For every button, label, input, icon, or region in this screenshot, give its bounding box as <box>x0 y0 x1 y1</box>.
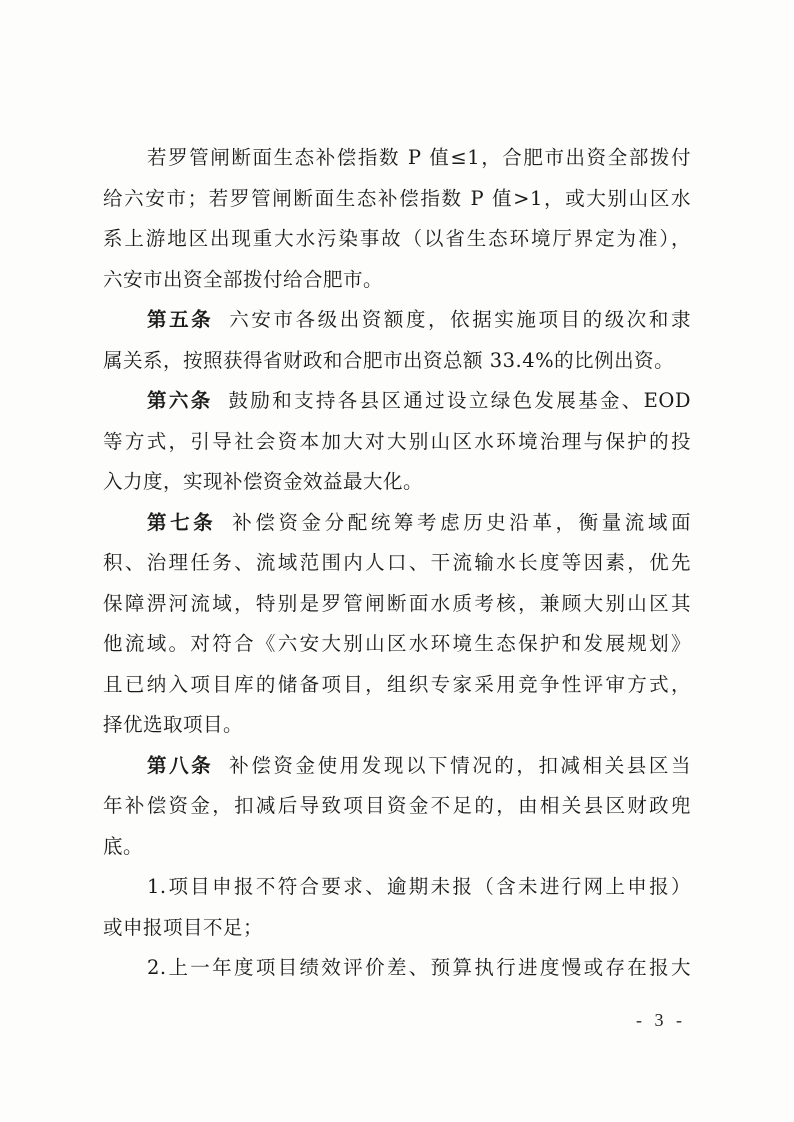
paragraph-p-value <box>103 138 691 300</box>
article-heading: 第五条 <box>147 308 214 331</box>
text-line: 若罗管闸断面生态补偿指数 P 值≤1，合肥市出资全部拨付 <box>147 146 691 169</box>
text-line: 底。 <box>103 834 144 858</box>
text-line <box>103 381 691 422</box>
text-line: 系上游地区出现重大水污染事故（以省生态环境厅界定为准）， <box>103 227 691 250</box>
document-body <box>103 138 691 989</box>
article-text: 补偿资金分配统筹考虑历史沿革，衡量流域面 <box>232 510 691 534</box>
text-line: 且已纳入项目库的储备项目，组织专家采用竞争性评审方式， <box>103 672 691 696</box>
text-line <box>103 746 691 787</box>
paragraph-article-6 <box>103 381 691 503</box>
text-line: 或申报项目不足； <box>103 915 264 939</box>
article-text: 补偿资金使用发现以下情况的，扣减相关县区当 <box>229 753 691 777</box>
paragraph-article-7 <box>103 503 691 746</box>
article-text: 鼓励和支持各县区通过设立绿色发展基金、EOD <box>228 389 691 412</box>
page-number: - 3 - <box>636 1010 686 1030</box>
list-item-2 <box>103 948 691 989</box>
article-heading: 第六条 <box>147 389 213 412</box>
text-line: 择优选取项目。 <box>103 713 244 736</box>
text-line: 1.项目申报不符合要求、逾期未报（含未进行网上申报） <box>147 875 691 898</box>
text-line: 等方式，引导社会资本加大对大别山区水环境治理与保护的投 <box>103 429 691 453</box>
paragraph-article-5 <box>103 300 691 381</box>
article-text: 六安市各级出资额度，依据实施项目的级次和隶 <box>229 308 691 331</box>
text-line: 保障淠河流域，特别是罗管闸断面水质考核，兼顾大别山区其 <box>103 591 691 615</box>
text-line: 2.上一年度项目绩效评价差、预算执行进度慢或存在报大 <box>147 956 691 979</box>
list-item-1 <box>103 867 691 948</box>
text-line <box>103 503 691 544</box>
text-line: 属关系，按照获得省财政和合肥市出资总额 33.4%的比例出资。 <box>103 348 675 372</box>
article-heading: 第八条 <box>147 753 214 777</box>
text-line: 年补偿资金，扣减后导致项目资金不足的，由相关县区财政兜 <box>103 794 691 817</box>
paragraph-article-8 <box>103 746 691 868</box>
text-line: 入力度，实现补偿资金效益最大化。 <box>103 470 424 493</box>
text-line <box>103 300 691 341</box>
text-line: 给六安市；若罗管闸断面生态补偿指数 P 值>1，或大别山区水 <box>103 186 691 210</box>
text-line: 积、治理任务、流域范围内人口、干流输水长度等因素，优先 <box>103 551 691 574</box>
text-line: 他流域。对符合《六安大别山区水环境生态保护和发展规划》 <box>103 632 691 655</box>
text-line: 六安市出资全部拨付给合肥市。 <box>103 267 384 291</box>
article-heading: 第七条 <box>147 510 217 534</box>
